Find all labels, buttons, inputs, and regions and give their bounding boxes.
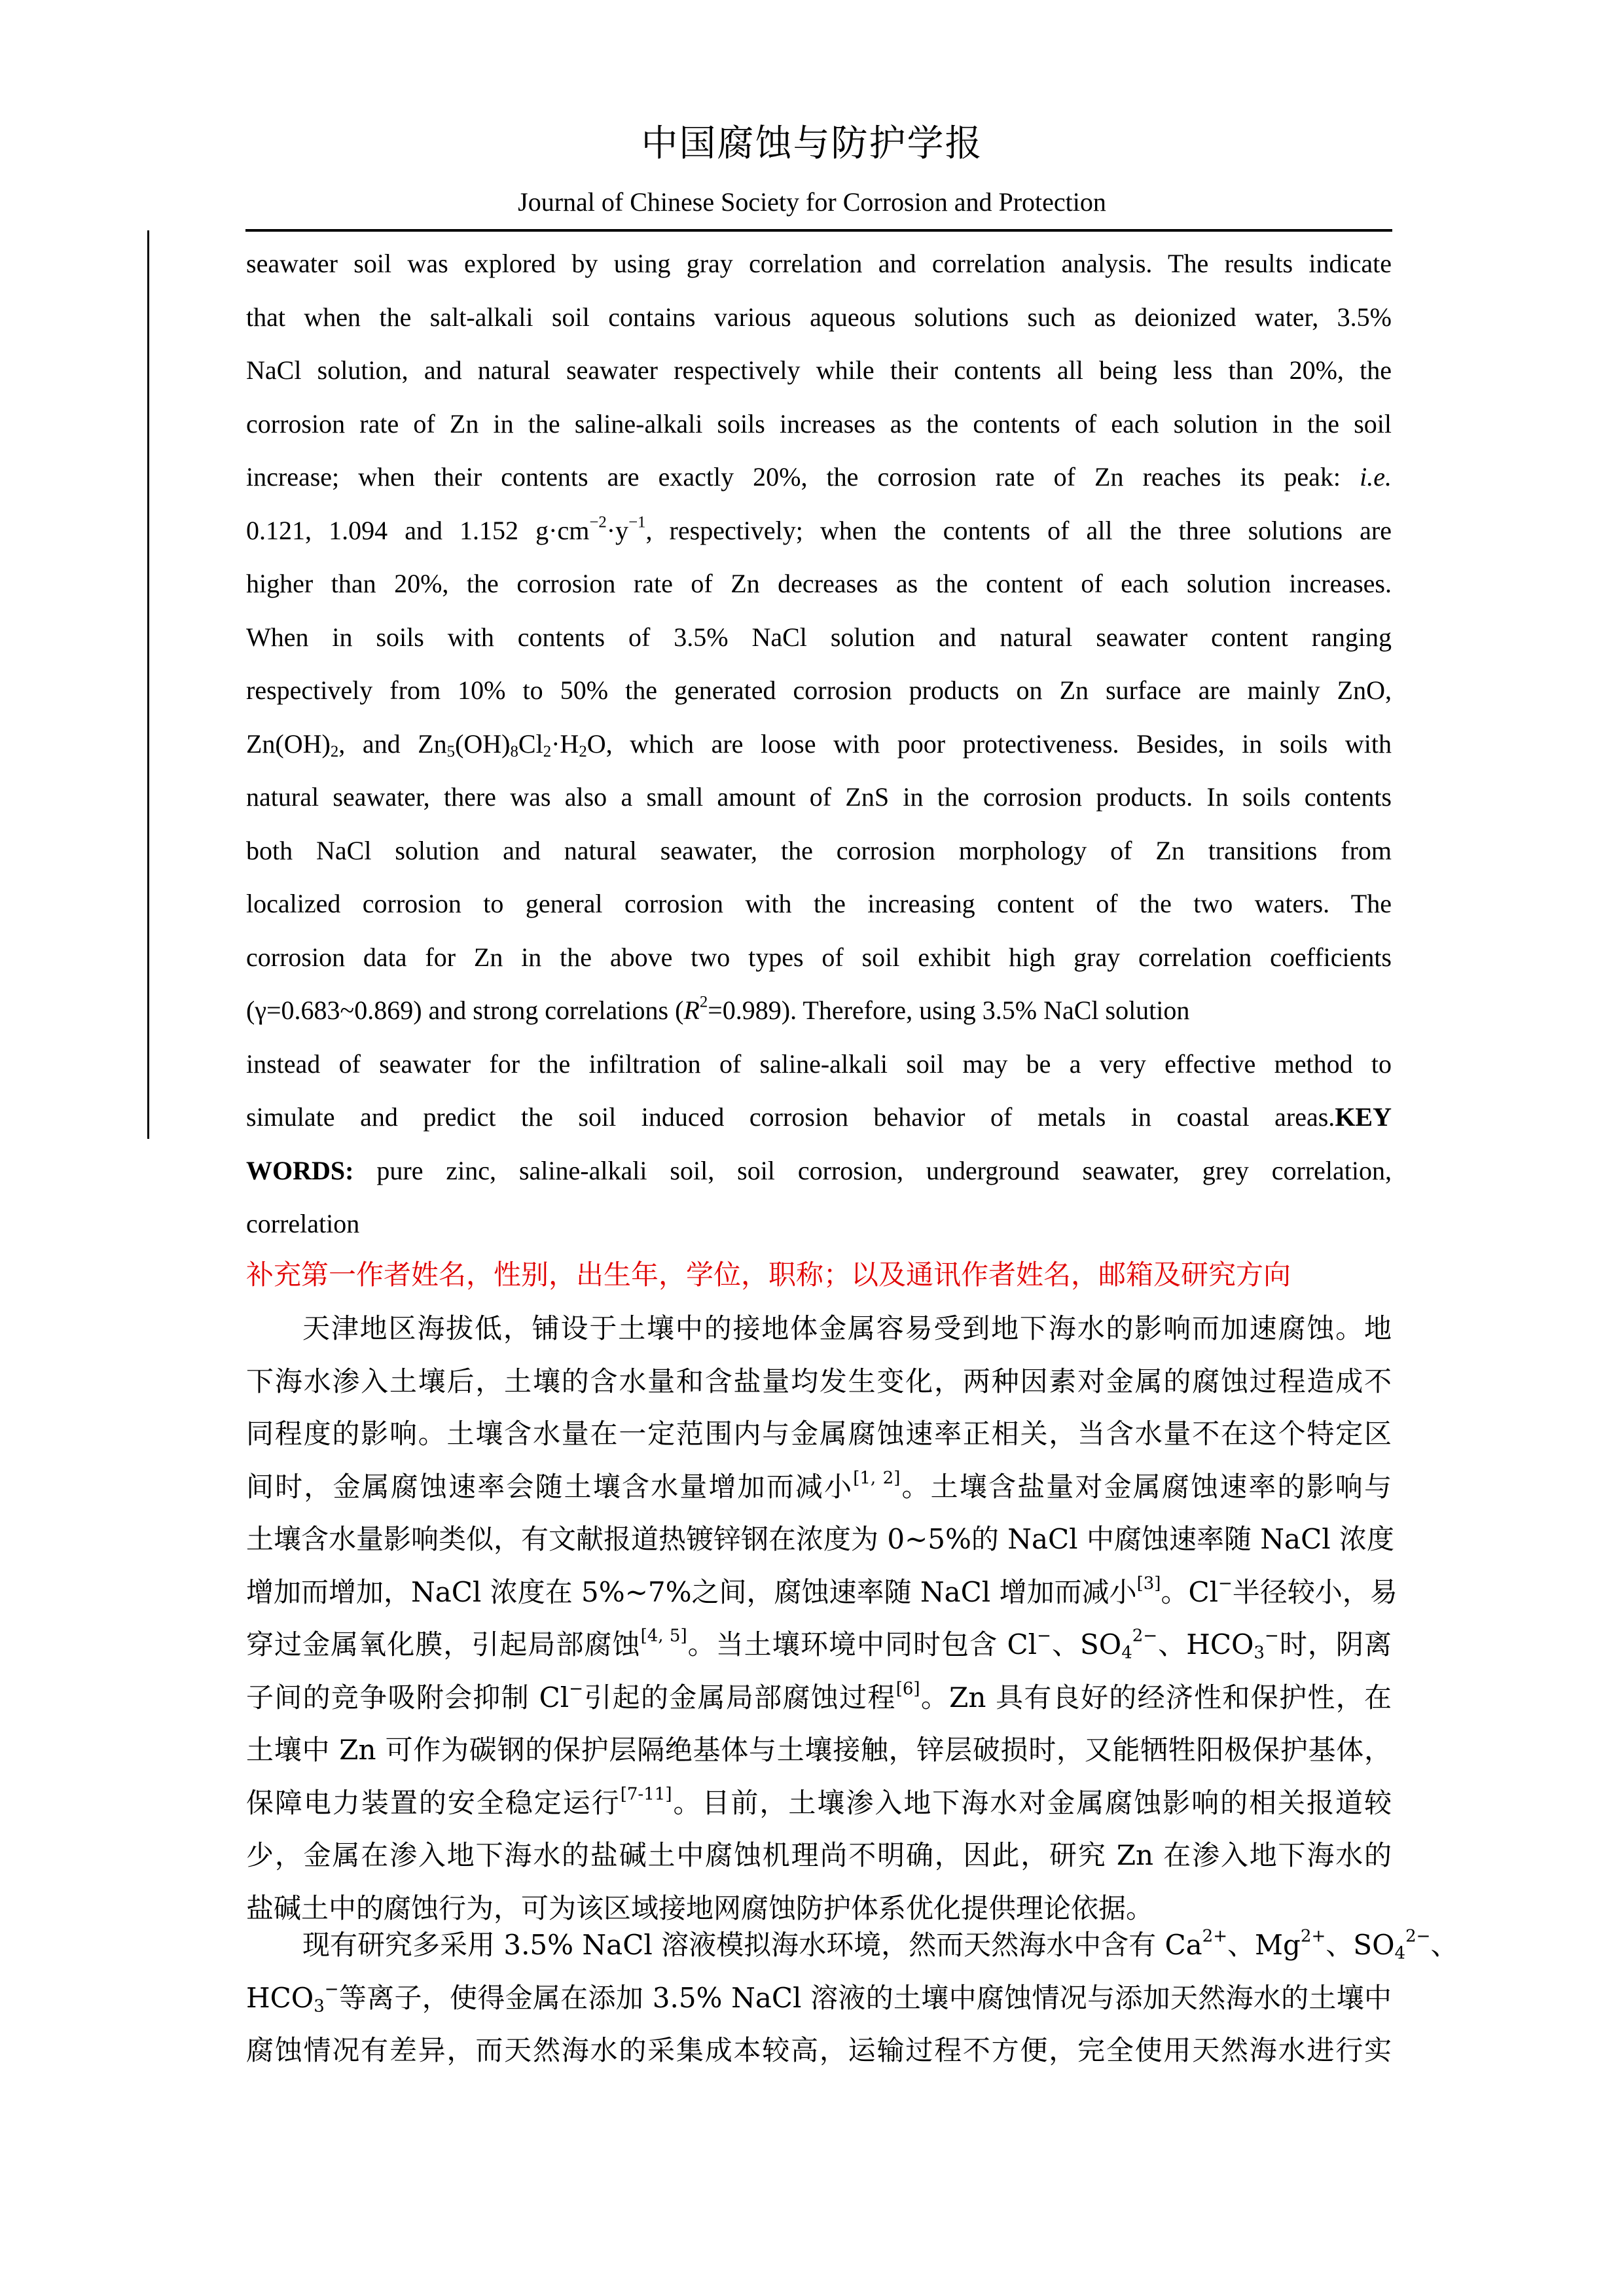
abstract-line: 0.121, 1.094 and 1.152 $g\cdot cm^{-2}\cdot y^{-1}$, respectively; when the contents of all the three solutions are — [246, 512, 1392, 545]
body-line: 下海水渗入土壤后，土壤的含水量和含盐量均发生变化，两种因素对金属的腐蚀过程造成不 — [246, 1365, 1392, 1397]
abstract-line: that when the salt-alkali soil contains various aqueous solutions such as deionized water, 3.5% — [246, 302, 1392, 332]
body-line: $HCO_3^-$等离子，使得金属在添加 3.5% NaCl 溶液的土壤中腐蚀情况与添加天然海水的土壤中 — [246, 1979, 1392, 2016]
abstract-line: simulate and predict the soil induced corrosion behavior of metals in coastal areas.KEY — [246, 1102, 1392, 1132]
body-line: 腐蚀情况有差异，而天然海水的采集成本较高，运输过程不方便，完全使用天然海水进行实 — [246, 2034, 1392, 2066]
body-line: 增加而增加，NaCl 浓度在 5%~7%之间，腐蚀速率随 NaCl 增加而减小[3]。Cl−半径较小，易 — [246, 1573, 1398, 1608]
abstract-line: both NaCl solution and natural seawater, the corrosion morphology of Zn transitions from — [246, 835, 1392, 865]
abstract-line: higher than 20%, the corrosion rate of Zn decreases as the content of each solution increases. — [246, 569, 1392, 598]
abstract-line: correlation — [246, 1209, 360, 1238]
abstract-line: seawater soil was explored by using gray correlation and correlation analysis. The results indicate — [246, 249, 1392, 278]
abstract-line: When in soils with contents of 3.5% NaCl solution and natural seawater content ranging — [246, 622, 1392, 652]
abstract-line: corrosion data for Zn in the above two types of soil exhibit high gray correlation coefficients — [246, 942, 1392, 972]
body-line: 间时，金属腐蚀速率会随土壤含水量增加而减小[1, 2]。土壤含盐量对金属腐蚀速率的影响与 — [246, 1467, 1392, 1503]
body-line: 穿过金属氧化膜，引起局部腐蚀[4, 5]。当土壤环境中同时包含 Cl−、$SO_4^{2-}$、$HCO_3^-$时，阴离 — [246, 1626, 1392, 1663]
abstract-line: $Zn(OH)_2$, and $Zn_5(OH)_8Cl_2\cdot H_2O$, which are loose with poor protectiveness. Besides, in soils with — [246, 728, 1392, 761]
author-info-note: 补充第一作者姓名，性别，出生年，学位，职称；以及通讯作者姓名，邮箱及研究方向 — [246, 1259, 1291, 1291]
body-line: 保障电力装置的安全稳定运行[7-11]。目前，土壤渗入地下海水对金属腐蚀影响的相关报道较 — [246, 1784, 1392, 1819]
abstract-line: increase; when their contents are exactly 20%, the corrosion rate of Zn reaches its peak: i.e. — [246, 462, 1392, 492]
journal-title-chinese: 中国腐蚀与防护学报 — [641, 124, 983, 164]
abstract-line: corrosion rate of Zn in the saline-alkali soils increases as the contents of each solution in the soil — [246, 408, 1392, 439]
intro-paragraph-1 — [246, 1302, 1398, 1935]
citation: [1, 2] — [853, 1467, 901, 1488]
abstract-line: NaCl solution, and natural seawater respectively while their contents all being less than 20%, the — [246, 355, 1392, 385]
body-line: 土壤含水量影响类似，有文献报道热镀锌钢在浓度为 0~5%的 NaCl 中腐蚀速率随 NaCl 浓度 — [246, 1523, 1395, 1555]
keywords-label: WORDS: — [246, 1155, 354, 1185]
body-line: 少，金属在渗入地下海水的盐碱土中腐蚀机理尚不明确，因此，研究 Zn 在渗入地下海水的 — [246, 1839, 1392, 1871]
abstract-line: localized corrosion to general corrosion with the increasing content of the two waters. The — [246, 889, 1392, 918]
citation: [7-11] — [620, 1784, 672, 1804]
citation: [6] — [895, 1678, 920, 1698]
body-line: 盐碱土中的腐蚀行为，可为该区域接地网腐蚀防护体系优化提供理论依据。 — [246, 1892, 1154, 1924]
keywords-label: KEY — [1335, 1102, 1392, 1132]
body-line: 现有研究多采用 3.5% NaCl 溶液模拟海水环境，然而天然海水中含有 $Ca^{2+}$、$Mg^{2+}$、$SO_4^{2-}$、 — [302, 1926, 1458, 1964]
journal-title-english: Journal of Chinese Society for Corrosion and Protection — [518, 187, 1106, 217]
abstract-line: instead of seawater for the infiltration of saline-alkali soil may be a very effective method to — [246, 1049, 1392, 1079]
header-rule — [245, 229, 1392, 232]
english-abstract — [246, 237, 1392, 1251]
body-line: 同程度的影响。土壤含水量在一定范围内与金属腐蚀速率正相关，当含水量不在这个特定区 — [246, 1418, 1392, 1450]
abstract-line: WORDS: pure zinc, saline-alkali soil, soil corrosion, underground seawater, grey correlation, — [246, 1155, 1392, 1185]
citation: [3] — [1136, 1573, 1161, 1593]
body-line: 土壤中 Zn 可作为碳钢的保护层隔绝基体与土壤接触，锌层破损时，又能牺牲阳极保护基体， — [246, 1734, 1392, 1766]
body-line: 天津地区海拔低，铺设于土壤中的接地体金属容易受到地下海水的影响而加速腐蚀。地 — [302, 1312, 1392, 1344]
body-line: 子间的竞争吸附会抑制 Cl−引起的金属局部腐蚀过程[6]。Zn 具有良好的经济性和保护性，在 — [246, 1678, 1392, 1713]
abstract-line: (γ=0.683~0.869) and strong correlations $(R^2=0.989)$. Therefore, using 3.5% NaCl solution — [246, 993, 1190, 1025]
intro-paragraph-2 — [246, 1919, 1458, 2077]
revision-margin-bar — [147, 230, 149, 1139]
abstract-line: respectively from 10% to 50% the generated corrosion products on Zn surface are mainly ZnO, — [246, 675, 1392, 705]
citation: [4, 5] — [640, 1626, 687, 1646]
abstract-line: natural seawater, there was also a small amount of ZnS in the corrosion products. In soils contents — [246, 782, 1392, 812]
